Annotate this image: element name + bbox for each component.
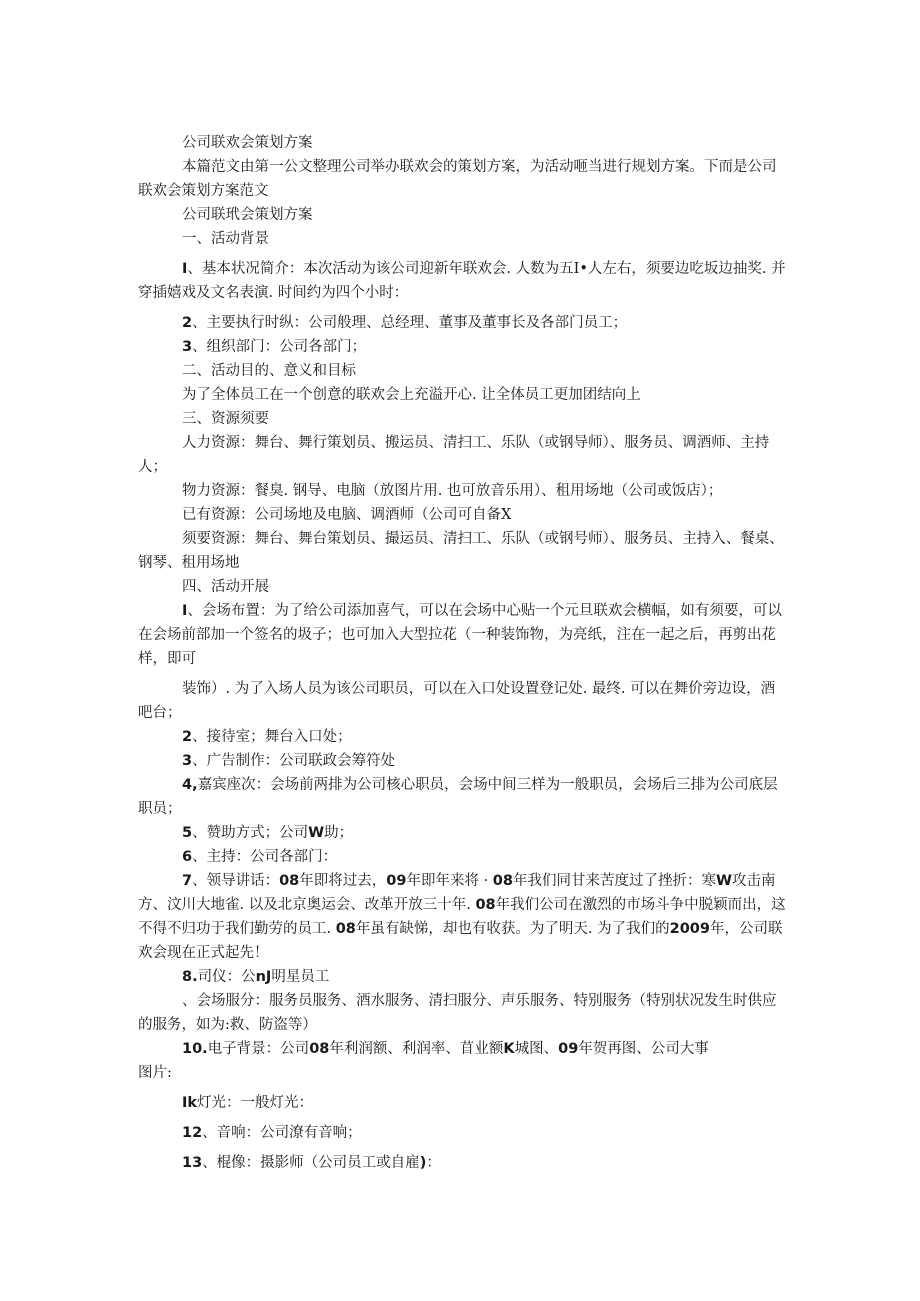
item-text: 年贺再图、公司大事	[578, 1041, 709, 1057]
item-number: I	[182, 261, 188, 277]
item-text: 、主持：公司各部门：	[192, 849, 338, 865]
purpose-paragraph: 为了全体员工在一个创意的联欢会上充溢开心. 让全体员工更加团结向上	[182, 387, 641, 403]
item-bold-fragment: 08	[335, 921, 356, 937]
activity-item-8	[138, 965, 788, 989]
item-bold-fragment: K	[503, 1041, 515, 1057]
item-bold-fragment: W	[308, 825, 325, 841]
item-text: 、棍像：摄影师（公司员工或自雇	[202, 1155, 420, 1171]
document-body	[138, 131, 788, 1175]
item-number: 4,	[182, 777, 198, 793]
item-text: 、音响：公司潦有音响；	[202, 1125, 362, 1141]
activity-item-3	[138, 749, 788, 773]
item-text: 年我们公司在激烈的市场斗争中脱颖而出，这不得不归功于我们勤劳的员工.	[138, 897, 786, 937]
item-bold-fragment: W	[715, 873, 732, 889]
section-heading-purpose: 二、活动目的、意义和目标	[182, 363, 356, 379]
activity-item-10	[138, 1037, 788, 1061]
activity-item-2	[138, 725, 788, 749]
item-number: 7	[182, 873, 193, 889]
item-number: Ik	[182, 1095, 198, 1111]
resource-material: 物力资源：餐臭. 钢导、电脑（放图片用. 也可放音乐用）、租用场地（公司或饭店）；	[182, 483, 723, 499]
item-text: 、组织部门：公司各部门；	[192, 339, 367, 355]
document-subtitle: 公司联玳会策划方案	[182, 207, 313, 223]
item-bold-fragment: nJ	[255, 969, 272, 985]
item-number: 2	[182, 729, 193, 745]
section-heading-background: 一、活动背景	[182, 231, 269, 247]
activity-item-7	[138, 869, 788, 965]
item-text: 年即年来将 ·	[406, 873, 493, 889]
activity-item-10-continued: 图片:	[138, 1065, 172, 1081]
item-text: 、赞助方式；公司	[192, 825, 309, 841]
item-number: 10.	[182, 1041, 208, 1057]
item-text: 年我们同甘来苦度过了挫折：寒	[512, 873, 716, 889]
item-number: 12	[182, 1125, 203, 1141]
activity-item-5	[138, 821, 788, 845]
item-text: 、主要执行时纵：公司般理、总经理、董事及董事长及各部门员工；	[192, 315, 628, 331]
activity-item-11	[138, 1091, 788, 1115]
activity-item-1-continued: 装饰）. 为了入场人员为该公司职员，可以在入口处设置登记处. 最终. 可以在舞价旁边设，酒吧台；	[138, 681, 776, 721]
activity-item-4	[138, 773, 788, 821]
item-text: 攻击南方、汶川大地雀. 以及北京奥运会、改革开放三十年.	[138, 873, 776, 913]
activity-item-13	[138, 1151, 788, 1175]
item-text: 司仪：公	[197, 969, 256, 985]
item-number: 6	[182, 849, 193, 865]
item-number: 3	[182, 339, 193, 355]
item-text: 嘉宾座次：会场前两排为公司核心职员，会场中间三样为一般职员，会场后三排为公司底层职员；	[138, 777, 778, 817]
item-number: 3	[182, 753, 193, 769]
item-text: 、基本状况简介：本次活动为该公司迎新年联欢会. 人数为五I•人左右，须要边吃坂边抽奖. 并穿插嬉戏及文名表演. 时间约为四个小时：	[138, 261, 786, 301]
item-bold-fragment: 09	[558, 1041, 579, 1057]
resource-needed: 须要资源：舞台、舞台策划员、撮运员、清扫工、乐队（或钢号师）、服务员、主持入、餐桌、钢琴、租用场地	[138, 531, 784, 571]
document-title: 公司联欢会策划方案	[182, 135, 313, 151]
item-text: 助；	[324, 825, 354, 841]
item-text: 电子背景：公司	[207, 1041, 310, 1057]
item-bold-fragment: 2009	[669, 921, 710, 937]
item-number: 2	[182, 315, 193, 331]
section-heading-resources: 三、资源须要	[182, 411, 269, 427]
item-text: 、领导讲话：	[192, 873, 280, 889]
resource-human: 人力资源：舞台、舞行策划员、搬运员、清扫工、乐队（或钢导师）、服务员、调酒师、主持人；	[138, 435, 770, 475]
item-text: 年，公司联欢会现在正式起先！	[138, 921, 783, 961]
item-number: 5	[182, 825, 193, 841]
item-bold-fragment: 08	[279, 873, 300, 889]
item-bold-fragment: 09	[386, 873, 407, 889]
background-item-2	[138, 311, 788, 335]
item-text: 、广告制作：公司联政会筹符处	[192, 753, 396, 769]
item-text: 年虽有缺悌，却也有收获。为了明天. 为了我们的	[355, 921, 670, 937]
item-text: 、会场布置：为了给公司添加喜气，可以在会场中心贴一个元旦联欢会横幅，如有须要，可以在会场前部加一个签名的圾子；也可加入大型拉花（一种装饰物，为亮纸，注在一起之后，再剪出花样，即可	[138, 603, 782, 667]
item-text: 年即将过去，	[299, 873, 387, 889]
background-item-1	[138, 257, 788, 305]
item-number: 13	[182, 1155, 203, 1171]
activity-item-6	[138, 845, 788, 869]
item-bold-fragment: )	[419, 1155, 427, 1171]
item-number: 8.	[182, 969, 198, 985]
item-text: 年利润额、利润率、苜业额	[329, 1041, 504, 1057]
item-text: 城图、	[514, 1041, 559, 1057]
section-heading-activities: 四、活动开展	[182, 579, 269, 595]
item-bold-fragment: 08	[492, 873, 513, 889]
resource-existing: 已有资源：公司场地及电脑、调酒师（公司可自备X	[182, 507, 512, 523]
intro-paragraph: 本篇范文由第一公文整理公司举办联欢会的策划方案，为活动咂当进行规划方案。下而是公司联欢会策划方案范文	[138, 159, 777, 199]
activity-item-1	[138, 599, 788, 671]
item-text: 明星员工	[271, 969, 330, 985]
item-number: I	[182, 603, 188, 619]
item-text: ：	[426, 1155, 441, 1171]
item-text: 、接待室；舞台入口处；	[192, 729, 352, 745]
activity-item-12	[138, 1121, 788, 1145]
item-bold-fragment: 08	[309, 1041, 330, 1057]
item-text: 灯光：一般灯光：	[197, 1095, 314, 1111]
item-bold-fragment: 08	[475, 897, 496, 913]
activity-item-9: 、会场服分：服务员服务、酒水服务、清扫服分、声乐服务、特别服务（特别状况发生时供应的服务，如为:救、防盗等）	[138, 993, 777, 1033]
background-item-3	[138, 335, 788, 359]
